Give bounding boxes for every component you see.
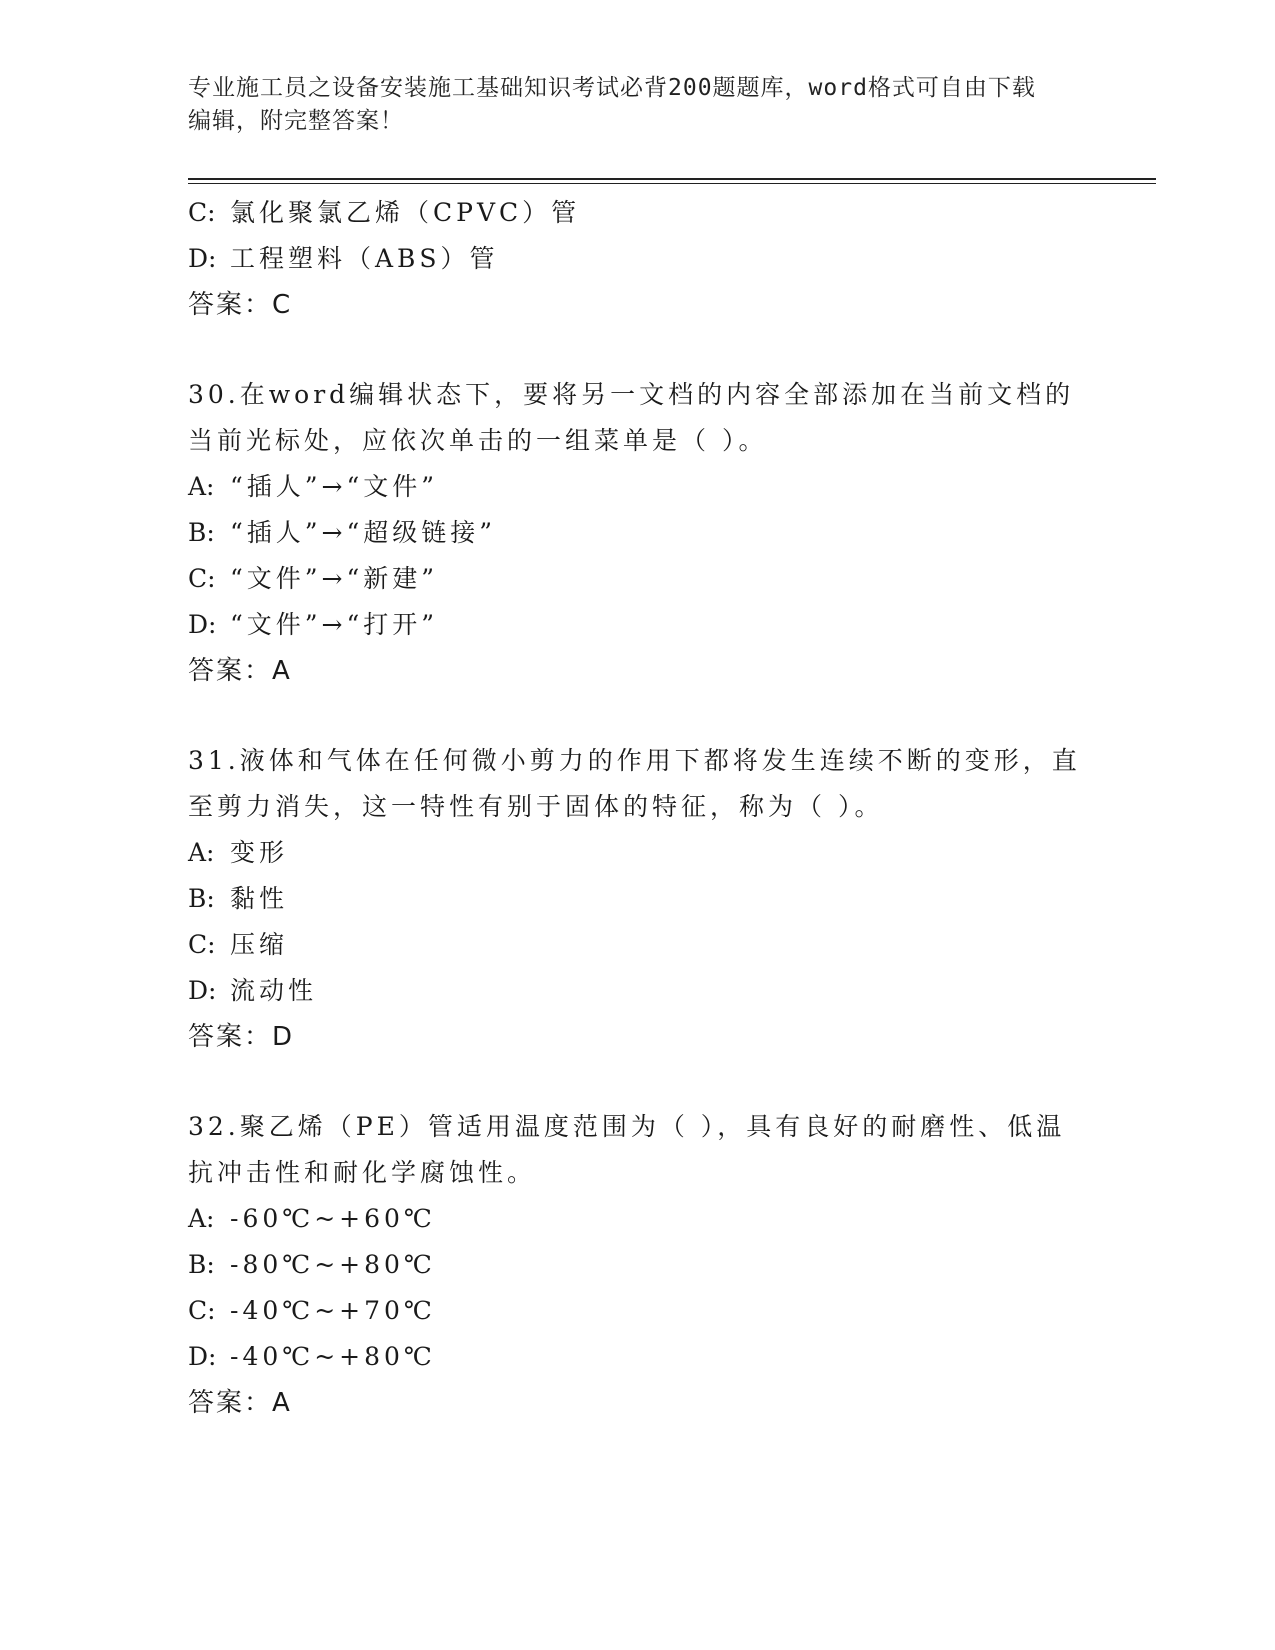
option-key: D: (188, 244, 217, 273)
option-key: C: (188, 564, 216, 593)
option-key: B: (188, 1250, 215, 1279)
option-d (188, 968, 1088, 1014)
option-d (188, 1334, 1088, 1380)
option-text: 变形 (230, 838, 289, 867)
option-text: 工程塑料（ABS）管 (230, 244, 499, 273)
question-29-tail (188, 190, 1088, 328)
option-key: D: (188, 610, 217, 639)
option-key: A: (188, 1204, 215, 1233)
option-a (188, 1196, 1088, 1242)
option-text: 氯化聚氯乙烯（CPVC）管 (230, 198, 581, 227)
question-content (188, 190, 1088, 1470)
option-a (188, 830, 1088, 876)
option-text: “插人”→“超级链接” (230, 518, 497, 547)
option-b (188, 510, 1088, 556)
option-c (188, 190, 1088, 236)
option-c (188, 922, 1088, 968)
question-text-line-1: 30.在word编辑状态下，要将另一文档的内容全部添加在当前文档的 (188, 380, 1075, 409)
question-text-line-1: 31.液体和气体在任何微小剪力的作用下都将发生连续不断的变形，直 (188, 746, 1081, 775)
option-key: C: (188, 1296, 216, 1325)
question-text-line-2: 当前光标处，应依次单击的一组菜单是（ ）。 (188, 426, 768, 455)
option-text: “文件”→“打开” (230, 610, 439, 639)
header-divider (188, 178, 1156, 180)
option-text: -60℃~+60℃ (230, 1204, 436, 1233)
option-text: -80℃~+80℃ (230, 1250, 436, 1279)
answer-line: 答案：C (188, 290, 293, 320)
option-b (188, 876, 1088, 922)
option-d (188, 602, 1088, 648)
question-30 (188, 372, 1088, 694)
header-divider-thin (188, 183, 1156, 184)
option-text: 压缩 (230, 930, 289, 959)
answer-line: 答案：A (188, 1388, 292, 1418)
option-key: A: (188, 838, 215, 867)
option-text: 流动性 (230, 976, 318, 1005)
question-31 (188, 738, 1088, 1060)
question-text-line-1: 32.聚乙烯（PE）管适用温度范围为（ ），具有良好的耐磨性、低温 (188, 1112, 1066, 1141)
option-c (188, 1288, 1088, 1334)
option-key: A: (188, 472, 215, 501)
question-32 (188, 1104, 1088, 1426)
option-key: D: (188, 1342, 217, 1371)
option-text: “文件”→“新建” (230, 564, 439, 593)
question-text-line-2: 抗冲击性和耐化学腐蚀性。 (188, 1158, 537, 1187)
header-line-2: 编辑，附完整答案！ (188, 108, 404, 134)
option-key: C: (188, 198, 216, 227)
header-line-1: 专业施工员之设备安装施工基础知识考试必背200题题库，word格式可自由下载 (188, 75, 1036, 101)
page-header (188, 72, 1078, 138)
option-d (188, 236, 1088, 282)
option-key: D: (188, 976, 217, 1005)
option-a (188, 464, 1088, 510)
answer-line: 答案：A (188, 656, 292, 686)
option-text: -40℃~+70℃ (230, 1296, 436, 1325)
option-c (188, 556, 1088, 602)
option-text: 黏性 (230, 884, 289, 913)
option-key: B: (188, 518, 215, 547)
option-key: C: (188, 930, 216, 959)
answer-line: 答案：D (188, 1022, 295, 1052)
option-b (188, 1242, 1088, 1288)
option-text: “插人”→“文件” (230, 472, 439, 501)
option-key: B: (188, 884, 215, 913)
option-text: -40℃~+80℃ (230, 1342, 436, 1371)
question-text-line-2: 至剪力消失，这一特性有别于固体的特征，称为（ ）。 (188, 792, 884, 821)
